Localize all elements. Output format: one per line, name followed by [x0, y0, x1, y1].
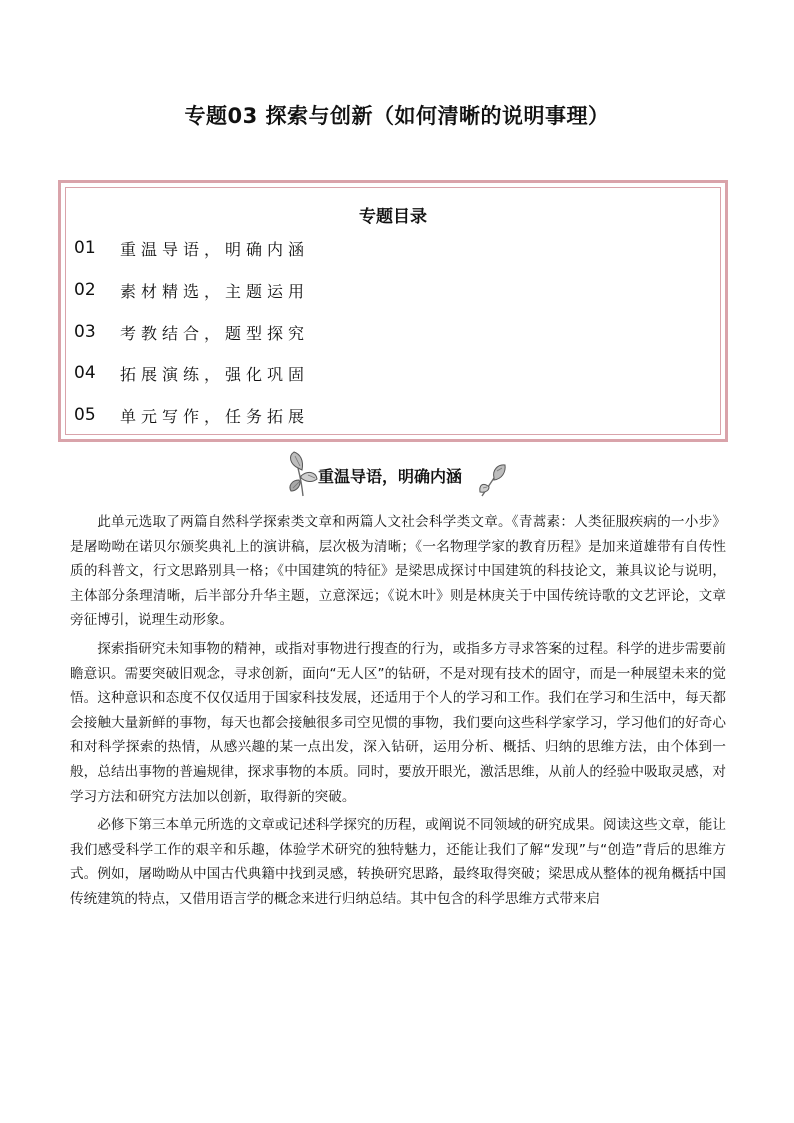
- toc-item-5[interactable]: [74, 401, 309, 429]
- toc-number: 05: [74, 405, 96, 425]
- toc-label: 素材精选，主题运用: [120, 281, 310, 301]
- table-of-contents: [58, 180, 728, 442]
- toc-item-1[interactable]: [74, 234, 309, 262]
- toc-number: 02: [74, 280, 96, 300]
- section-banner: [286, 450, 508, 500]
- toc-label: 单元写作，任务拓展: [120, 406, 310, 426]
- toc-item-3[interactable]: [74, 318, 309, 346]
- toc-inner-border: [65, 187, 721, 435]
- paragraph-3: 必修下第三本单元所选的文章或记述科学探究的历程，或阐说不同领域的研究成果。阅读这些文章，能让我们感受科学工作的艰辛和乐趣，体验学术研究的独特魅力，还能让我们了解“发现”与“创造”背后的思维方式。例如，屠呦呦从中国古代典籍中找到灵感，转换研究思路，最终取得突破；梁思成从整体的视角概括中国传统建筑的特点，又借用语言学的概念来进行归纳总结。其中包含的科学思维方式带来启: [70, 817, 726, 907]
- toc-number: 04: [74, 363, 96, 383]
- toc-heading: 专题目录: [359, 207, 427, 227]
- page-title: 专题03 探索与创新（如何清晰的说明事理）: [184, 104, 610, 128]
- leaf-decoration-icon: [286, 450, 320, 498]
- paragraph-1: 此单元选取了两篇自然科学探索类文章和两篇人文社会科学类文章。《青蒿素：人类征服疾病的一小步》是屠呦呦在诺贝尔颁奖典礼上的演讲稿，层次极为清晰；《一名物理学家的教育历程》是加来道雄带有自传性质的科普文，行文思路别具一格；《中国建筑的特征》是梁思成探讨中国建筑的科技论文，兼具议论与说明，主体部分条理清晰，后半部分升华主题，立意深远；《说木叶》则是林庚关于中国传统诗歌的文艺评论，文章旁征博引，说理生动形象。: [70, 514, 726, 629]
- toc-label: 考教结合，题型探究: [120, 323, 310, 343]
- toc-number: 03: [74, 322, 96, 342]
- toc-number: 01: [74, 238, 96, 258]
- leaf-decoration-icon: [478, 462, 508, 498]
- toc-item-4[interactable]: [74, 359, 309, 387]
- paragraph-2: 探索指研究未知事物的精神，或指对事物进行搜查的行为，或指多方寻求答案的过程。科学的进步需要前瞻意识。需要突破旧观念，寻求创新，面向“无人区”的钻研，不是对现有技术的固守，而是一种展望未来的觉悟。这种意识和态度不仅仅适用于国家科技发展，还适用于个人的学习和工作。我们在学习和生活中，每天都会接触大量新鲜的事物，每天也都会接触很多司空见惯的事物，我们要向这些科学家学习，学习他们的好奇心和对科学探索的热情，从感兴趣的某一点出发，深入钻研，运用分析、概括、归纳的思维方法，由个体到一般，总结出事物的普遍规律，探求事物的本质。同时，要放开眼光，激活思维，从前人的经验中吸取灵感，对学习方法和研究方法加以创新，取得新的突破。: [70, 640, 726, 805]
- section-banner-title: 重温导语，明确内涵: [318, 467, 463, 486]
- body-text: [70, 510, 726, 916]
- toc-label: 重温导语，明确内涵: [120, 239, 310, 259]
- toc-label: 拓展演练，强化巩固: [120, 364, 310, 384]
- toc-item-2[interactable]: [74, 276, 309, 304]
